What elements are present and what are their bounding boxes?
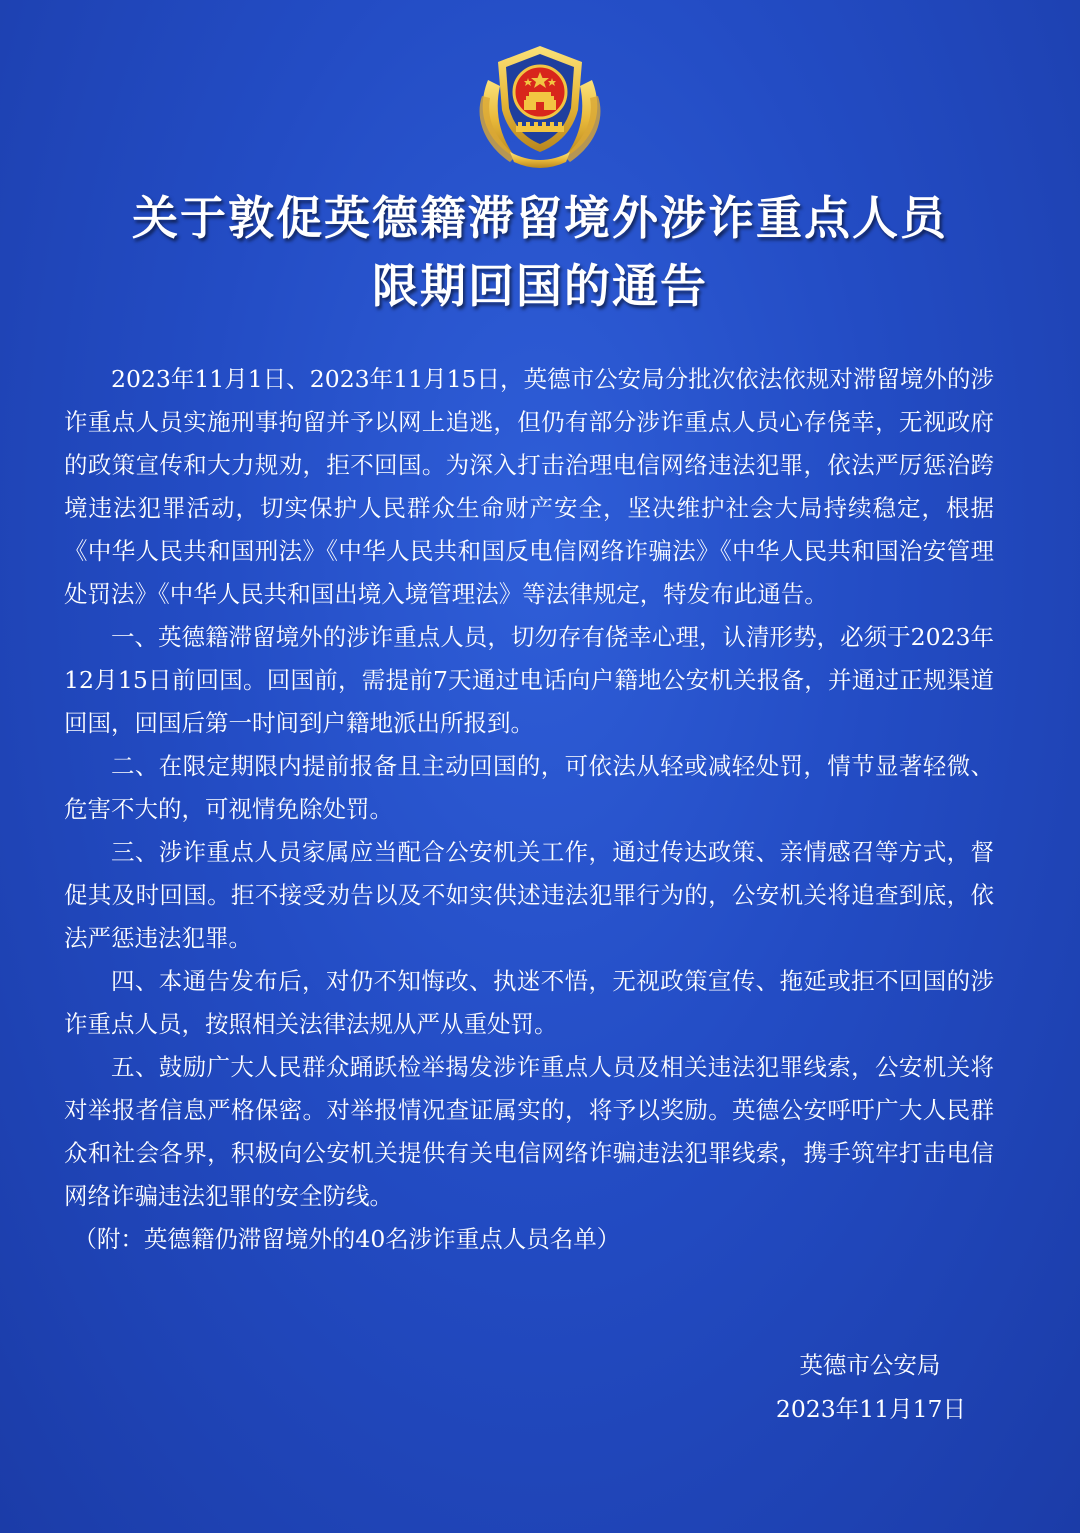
notice-paragraph-item-5: 五、鼓励广大人民群众踊跃检举揭发涉诈重点人员及相关违法犯罪线索，公安机关将对举报者信息严格保密。对举报情况查证属实的，将予以奖励。英德公安呼吁广大人民群众和社会各界，积极向公安机关提供有关电信网络诈骗违法犯罪线索，携手筑牢打击电信网络诈骗违法犯罪的安全防线。	[64, 1053, 994, 1210]
notice-paragraph-item-1: 一、英德籍滞留境外的涉诈重点人员，切勿存有侥幸心理，认清形势，必须于2023年12月15日前回国。回国前，需提前7天通过电话向户籍地公安机关报备，并通过正规渠道回国，回国后第一时间到户籍地派出所报到。	[64, 623, 994, 737]
notice-paragraph-intro: 2023年11月1日、2023年11月15日，英德市公安局分批次依法依规对滞留境外的涉诈重点人员实施刑事拘留并予以网上追逃，但仍有部分涉诈重点人员心存侥幸，无视政府的政策宣传和大力规劝，拒不回国。为深入打击治理电信网络违法犯罪，依法严厉惩治跨境违法犯罪活动，切实保护人民群众生命财产安全，坚决维护社会大局持续稳定，根据《中华人民共和国刑法》《中华人民共和国反电信网络诈骗法》《中华人民共和国治安管理处罚法》《中华人民共和国出境入境管理法》等法律规定，特发布此通告。	[64, 365, 994, 608]
notice-title-line-1: 关于敦促英德籍滞留境外涉诈重点人员	[132, 191, 948, 245]
attachment-note: （附：英德籍仍滞留境外的40名涉诈重点人员名单）	[73, 1225, 621, 1253]
police-emblem-icon	[470, 40, 610, 168]
issuer-name: 英德市公安局	[799, 1351, 941, 1379]
notice-paragraph-item-4: 四、本通告发布后，对仍不知悔改、执迷不悟，无视政策宣传、拖延或拒不回国的涉诈重点人员，按照相关法律法规从严从重处罚。	[64, 967, 994, 1038]
notice-paragraph-item-2: 二、在限定期限内提前报备且主动回国的，可依法从轻或减轻处罚，情节显著轻微、危害不大的，可视情免除处罚。	[64, 752, 994, 823]
notice-title-line-2: 限期回国的通告	[372, 259, 708, 313]
signature-block	[775, 1343, 966, 1431]
notice-paragraph-item-3: 三、涉诈重点人员家属应当配合公安机关工作，通过传达政策、亲情感召等方式，督促其及时回国。拒不接受劝告以及不如实供述违法犯罪行为的，公安机关将追查到底，依法严惩违法犯罪。	[64, 838, 994, 952]
issue-date: 2023年11月17日	[775, 1395, 966, 1423]
notice-body	[64, 358, 994, 1261]
